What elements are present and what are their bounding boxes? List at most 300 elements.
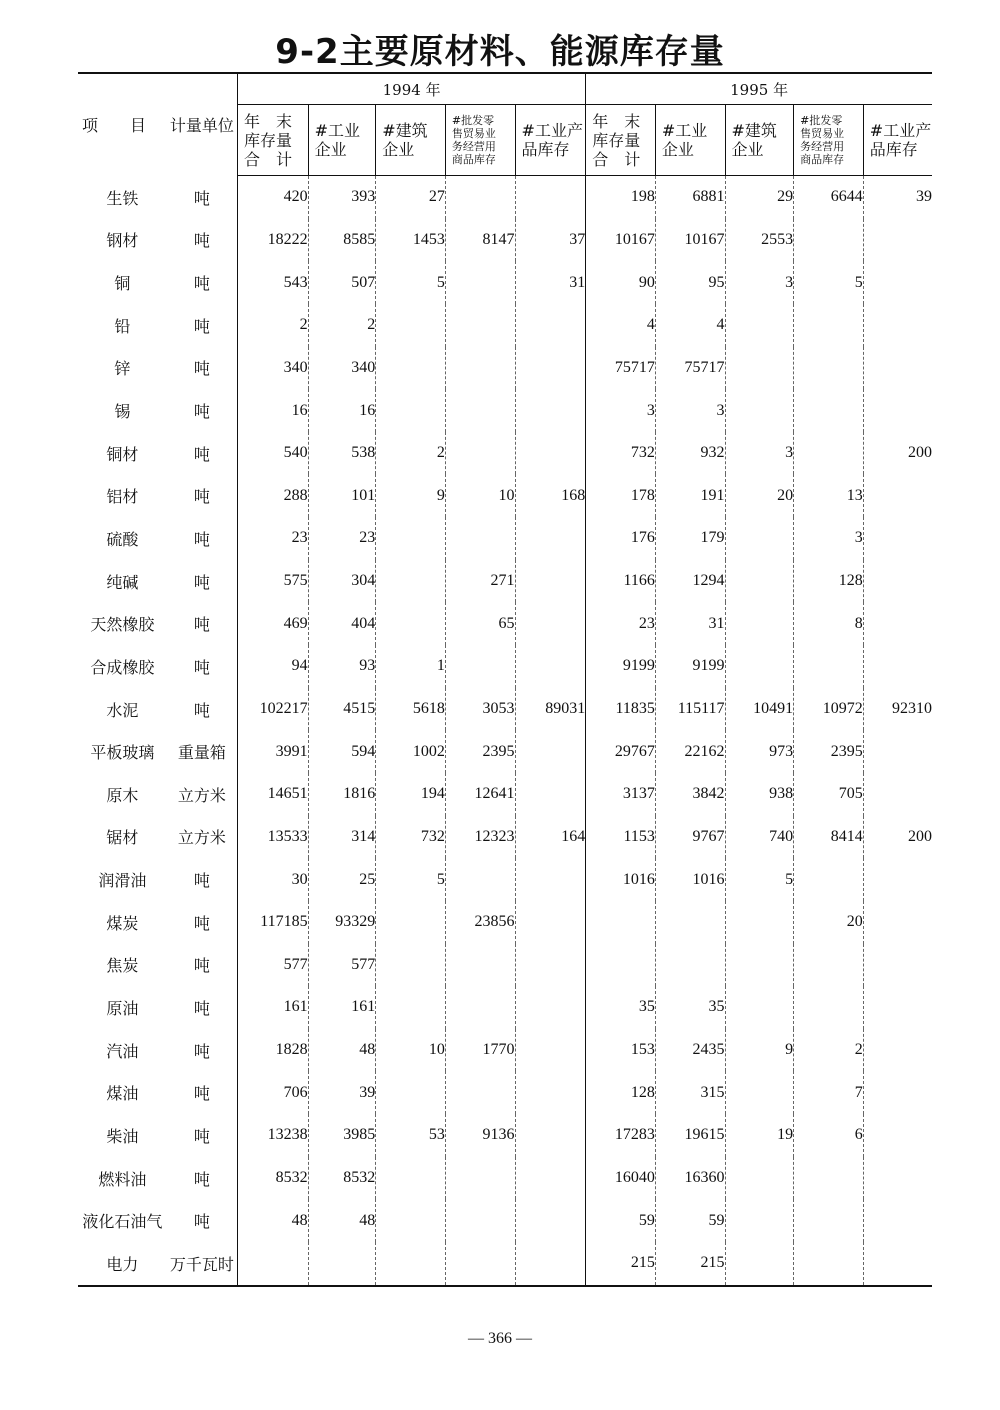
cell-industry-1994: 3985	[308, 1114, 376, 1157]
cell-construction-1994: 53	[376, 1114, 446, 1157]
cell-industry-1995: 2435	[655, 1029, 725, 1072]
cell-product-1995	[863, 1199, 932, 1242]
row-unit: 吨	[193, 274, 210, 294]
cell-total-1995: 17283	[586, 1114, 656, 1157]
table-row	[78, 176, 932, 219]
table-row	[78, 986, 932, 1029]
cell-wholesale-1995: 8	[794, 602, 864, 645]
cell-construction-1995	[725, 602, 794, 645]
cell-product-1995	[863, 1114, 932, 1157]
cell-industry-1994: 23	[308, 517, 376, 560]
table-row	[78, 858, 932, 901]
cell-total-1995: 176	[586, 517, 656, 560]
cell-construction-1995	[725, 944, 794, 987]
cell-total-1995: 732	[586, 432, 656, 475]
cell-product-1994	[515, 432, 586, 475]
cell-industry-1994: 101	[308, 474, 376, 517]
cell-total-1994: 18222	[237, 219, 308, 262]
cell-total-1994: 543	[237, 261, 308, 304]
row-name: 焦炭	[106, 956, 139, 976]
row-name: 天然橡胶	[90, 615, 155, 635]
row-unit: 吨	[193, 188, 210, 208]
cell-construction-1995	[725, 304, 794, 347]
cell-construction-1994: 1	[376, 645, 446, 688]
cell-construction-1995	[725, 1199, 794, 1242]
table-row	[78, 474, 932, 517]
cell-wholesale-1995	[794, 858, 864, 901]
cell-industry-1995: 932	[655, 432, 725, 475]
cell-construction-1994: 27	[376, 176, 446, 219]
cell-industry-1995: 315	[655, 1071, 725, 1114]
header-unit: 计量单位	[169, 116, 234, 136]
row-unit: 吨	[193, 1084, 210, 1104]
cell-total-1994: 575	[237, 560, 308, 603]
cell-product-1994: 31	[515, 261, 586, 304]
cell-total-1994: 3991	[237, 730, 308, 773]
cell-wholesale-1995: 13	[794, 474, 864, 517]
cell-wholesale-1994: 12323	[445, 816, 515, 859]
cell-product-1995	[863, 645, 932, 688]
cell-wholesale-1994	[445, 858, 515, 901]
cell-total-1995: 178	[586, 474, 656, 517]
cell-product-1994	[515, 517, 586, 560]
cell-wholesale-1995	[794, 347, 864, 390]
row-unit: 重量箱	[177, 743, 226, 763]
cell-industry-1994: 8532	[308, 1157, 376, 1200]
cell-total-1994: 161	[237, 986, 308, 1029]
cell-construction-1994	[376, 304, 446, 347]
table-row	[78, 1114, 932, 1157]
header-item: 项 目	[82, 116, 147, 136]
row-unit: 吨	[193, 231, 210, 251]
cell-product-1995	[863, 1071, 932, 1114]
cell-total-1995: 9199	[586, 645, 656, 688]
cell-total-1995	[586, 944, 656, 987]
cell-product-1995	[863, 347, 932, 390]
cell-industry-1994: 39	[308, 1071, 376, 1114]
row-name: 燃料油	[98, 1169, 147, 1189]
cell-wholesale-1994: 3053	[445, 688, 515, 731]
table-row	[78, 219, 932, 262]
cell-product-1994	[515, 944, 586, 987]
cell-wholesale-1994	[445, 432, 515, 475]
row-name: 锡	[114, 402, 131, 422]
row-name: 液化石油气	[82, 1212, 163, 1232]
cell-construction-1995: 938	[725, 773, 794, 816]
cell-product-1995	[863, 474, 932, 517]
cell-product-1994	[515, 1071, 586, 1114]
cell-industry-1994: 2	[308, 304, 376, 347]
cell-product-1995	[863, 560, 932, 603]
cell-wholesale-1994: 12641	[445, 773, 515, 816]
cell-construction-1994: 732	[376, 816, 446, 859]
cell-construction-1994	[376, 347, 446, 390]
cell-total-1994: 288	[237, 474, 308, 517]
cell-total-1994: 540	[237, 432, 308, 475]
cell-total-1995: 75717	[586, 347, 656, 390]
cell-industry-1994: 594	[308, 730, 376, 773]
table-row	[78, 432, 932, 475]
cell-industry-1995: 1016	[655, 858, 725, 901]
cell-construction-1995: 973	[725, 730, 794, 773]
table-row	[78, 816, 932, 859]
cell-wholesale-1995	[794, 1242, 864, 1286]
cell-construction-1995	[725, 645, 794, 688]
cell-construction-1995: 3	[725, 432, 794, 475]
cell-wholesale-1995	[794, 304, 864, 347]
table-row	[78, 560, 932, 603]
header-industry-1995: #工业 企业	[655, 105, 725, 176]
cell-construction-1995: 19	[725, 1114, 794, 1157]
table-row	[78, 517, 932, 560]
row-unit: 吨	[193, 529, 210, 549]
cell-product-1995: 92310	[863, 688, 932, 731]
cell-industry-1994: 1816	[308, 773, 376, 816]
cell-product-1994	[515, 1157, 586, 1200]
cell-total-1994: 8532	[237, 1157, 308, 1200]
cell-wholesale-1995	[794, 432, 864, 475]
table-row	[78, 347, 932, 390]
cell-construction-1995: 20	[725, 474, 794, 517]
row-name: 煤油	[106, 1084, 139, 1104]
cell-total-1994	[237, 1242, 308, 1286]
cell-wholesale-1994	[445, 347, 515, 390]
cell-industry-1995: 9199	[655, 645, 725, 688]
table-row	[78, 688, 932, 731]
cell-wholesale-1995: 6	[794, 1114, 864, 1157]
cell-wholesale-1994	[445, 261, 515, 304]
row-name: 硫酸	[106, 529, 139, 549]
cell-construction-1995: 9	[725, 1029, 794, 1072]
cell-construction-1994: 1002	[376, 730, 446, 773]
cell-product-1994	[515, 858, 586, 901]
row-name: 生铁	[106, 188, 139, 208]
cell-construction-1995	[725, 389, 794, 432]
header-year-1994: 1994 年	[237, 73, 585, 105]
cell-total-1995: 10167	[586, 219, 656, 262]
cell-product-1994	[515, 389, 586, 432]
cell-product-1995	[863, 944, 932, 987]
cell-total-1995: 198	[586, 176, 656, 219]
cell-construction-1995	[725, 901, 794, 944]
cell-wholesale-1995	[794, 986, 864, 1029]
cell-product-1994	[515, 645, 586, 688]
cell-construction-1995	[725, 347, 794, 390]
cell-construction-1994: 5618	[376, 688, 446, 731]
cell-wholesale-1994	[445, 389, 515, 432]
cell-wholesale-1995: 10972	[794, 688, 864, 731]
cell-total-1995: 1016	[586, 858, 656, 901]
cell-total-1995: 215	[586, 1242, 656, 1286]
cell-wholesale-1995: 705	[794, 773, 864, 816]
cell-total-1994: 706	[237, 1071, 308, 1114]
cell-product-1994	[515, 347, 586, 390]
cell-construction-1994: 194	[376, 773, 446, 816]
row-unit: 吨	[193, 615, 210, 635]
cell-construction-1995	[725, 986, 794, 1029]
cell-industry-1994: 340	[308, 347, 376, 390]
cell-construction-1994	[376, 901, 446, 944]
cell-wholesale-1995: 8414	[794, 816, 864, 859]
cell-product-1995	[863, 1029, 932, 1072]
cell-industry-1994	[308, 1242, 376, 1286]
cell-wholesale-1995	[794, 944, 864, 987]
cell-industry-1995: 19615	[655, 1114, 725, 1157]
cell-construction-1994	[376, 1071, 446, 1114]
header-wholesale-1995: #批发零 售贸易业 务经营用 商品库存	[794, 105, 864, 176]
cell-industry-1994: 314	[308, 816, 376, 859]
row-name: 纯碱	[106, 572, 139, 592]
table-row	[78, 1157, 932, 1200]
cell-wholesale-1995: 7	[794, 1071, 864, 1114]
cell-industry-1994: 538	[308, 432, 376, 475]
cell-construction-1994	[376, 1242, 446, 1286]
row-name: 铅	[114, 316, 131, 336]
cell-product-1994: 89031	[515, 688, 586, 731]
cell-total-1995: 59	[586, 1199, 656, 1242]
row-unit: 立方米	[177, 828, 226, 848]
cell-construction-1995	[725, 1242, 794, 1286]
table-row	[78, 901, 932, 944]
cell-total-1994: 420	[237, 176, 308, 219]
cell-product-1995	[863, 602, 932, 645]
cell-industry-1995: 95	[655, 261, 725, 304]
cell-wholesale-1994: 9136	[445, 1114, 515, 1157]
cell-industry-1994: 48	[308, 1029, 376, 1072]
cell-construction-1994: 10	[376, 1029, 446, 1072]
cell-product-1994: 37	[515, 219, 586, 262]
header-year-1995: 1995 年	[586, 73, 932, 105]
cell-total-1994: 30	[237, 858, 308, 901]
header-product-1995: #工业产 品库存	[863, 105, 932, 176]
cell-industry-1994: 577	[308, 944, 376, 987]
cell-wholesale-1994: 2395	[445, 730, 515, 773]
row-name: 电力	[78, 1242, 167, 1286]
table-row	[78, 602, 932, 645]
cell-industry-1994: 507	[308, 261, 376, 304]
cell-product-1995: 39	[863, 176, 932, 219]
table-row	[78, 389, 932, 432]
cell-product-1995: 200	[863, 432, 932, 475]
row-unit: 吨	[193, 1169, 210, 1189]
cell-wholesale-1995: 2	[794, 1029, 864, 1072]
cell-total-1994: 577	[237, 944, 308, 987]
cell-product-1994	[515, 1242, 586, 1286]
row-unit: 立方米	[177, 785, 226, 805]
cell-wholesale-1995: 2395	[794, 730, 864, 773]
table-body	[78, 176, 932, 1286]
cell-total-1994: 16	[237, 389, 308, 432]
cell-wholesale-1994	[445, 176, 515, 219]
cell-industry-1995: 3842	[655, 773, 725, 816]
cell-industry-1995: 31	[655, 602, 725, 645]
cell-construction-1995	[725, 560, 794, 603]
cell-construction-1994	[376, 602, 446, 645]
cell-total-1995: 4	[586, 304, 656, 347]
cell-industry-1995	[655, 944, 725, 987]
header-wholesale-1994: #批发零 售贸易业 务经营用 商品库存	[445, 105, 515, 176]
cell-total-1995: 128	[586, 1071, 656, 1114]
row-name: 煤炭	[106, 913, 139, 933]
cell-product-1995	[863, 986, 932, 1029]
table-row	[78, 1242, 932, 1286]
cell-product-1994	[515, 730, 586, 773]
cell-industry-1995: 215	[655, 1242, 725, 1286]
cell-total-1995: 11835	[586, 688, 656, 731]
row-unit: 吨	[193, 998, 210, 1018]
table-row	[78, 261, 932, 304]
row-name: 柴油	[106, 1126, 139, 1146]
header-construction-1995: #建筑 企业	[725, 105, 794, 176]
row-name: 原木	[106, 785, 139, 805]
cell-industry-1994: 404	[308, 602, 376, 645]
cell-product-1994	[515, 176, 586, 219]
cell-product-1994	[515, 1114, 586, 1157]
inventory-table	[78, 72, 932, 1287]
cell-construction-1995	[725, 517, 794, 560]
cell-product-1994	[515, 304, 586, 347]
cell-wholesale-1994: 1770	[445, 1029, 515, 1072]
table-row	[78, 944, 932, 987]
table-row	[78, 645, 932, 688]
cell-industry-1995: 191	[655, 474, 725, 517]
cell-product-1994: 164	[515, 816, 586, 859]
cell-industry-1995: 59	[655, 1199, 725, 1242]
row-name: 锌	[114, 359, 131, 379]
cell-wholesale-1994	[445, 1242, 515, 1286]
cell-industry-1994: 393	[308, 176, 376, 219]
cell-construction-1995: 5	[725, 858, 794, 901]
row-unit: 万千瓦时	[167, 1242, 238, 1286]
cell-wholesale-1995: 5	[794, 261, 864, 304]
cell-product-1995	[863, 517, 932, 560]
cell-construction-1994: 2	[376, 432, 446, 475]
cell-construction-1994	[376, 944, 446, 987]
cell-total-1994: 23	[237, 517, 308, 560]
row-name: 水泥	[106, 700, 139, 720]
page-title: 9-2主要原材料、能源库存量	[275, 32, 725, 72]
row-name: 铜	[114, 274, 131, 294]
cell-product-1995: 200	[863, 816, 932, 859]
cell-construction-1994	[376, 1157, 446, 1200]
cell-product-1995	[863, 304, 932, 347]
row-unit: 吨	[193, 444, 210, 464]
cell-industry-1994: 25	[308, 858, 376, 901]
row-unit: 吨	[193, 871, 210, 891]
cell-total-1994: 2	[237, 304, 308, 347]
cell-industry-1995: 10167	[655, 219, 725, 262]
cell-construction-1995	[725, 1071, 794, 1114]
row-name: 钢材	[106, 231, 139, 251]
table-row	[78, 773, 932, 816]
cell-wholesale-1995	[794, 1199, 864, 1242]
cell-industry-1994: 304	[308, 560, 376, 603]
row-name: 铝材	[106, 487, 139, 507]
cell-industry-1995: 1294	[655, 560, 725, 603]
cell-product-1994	[515, 602, 586, 645]
row-unit: 吨	[193, 1126, 210, 1146]
row-name: 锯材	[106, 828, 139, 848]
cell-industry-1995	[655, 901, 725, 944]
cell-total-1994: 13238	[237, 1114, 308, 1157]
cell-wholesale-1995: 20	[794, 901, 864, 944]
cell-industry-1994: 93329	[308, 901, 376, 944]
cell-total-1995: 16040	[586, 1157, 656, 1200]
cell-industry-1994: 4515	[308, 688, 376, 731]
row-unit: 吨	[193, 572, 210, 592]
cell-wholesale-1994: 8147	[445, 219, 515, 262]
cell-wholesale-1994	[445, 517, 515, 560]
cell-product-1995	[863, 389, 932, 432]
cell-wholesale-1994	[445, 986, 515, 1029]
cell-total-1995: 3	[586, 389, 656, 432]
cell-total-1994: 48	[237, 1199, 308, 1242]
cell-industry-1995: 35	[655, 986, 725, 1029]
row-unit: 吨	[193, 316, 210, 336]
row-unit: 吨	[193, 487, 210, 507]
cell-product-1995	[863, 730, 932, 773]
cell-wholesale-1995	[794, 645, 864, 688]
cell-total-1995: 23	[586, 602, 656, 645]
row-name: 平板玻璃	[90, 743, 155, 763]
cell-product-1994	[515, 901, 586, 944]
cell-industry-1995: 22162	[655, 730, 725, 773]
cell-total-1994: 14651	[237, 773, 308, 816]
cell-construction-1994: 5	[376, 858, 446, 901]
table-row	[78, 1029, 932, 1072]
row-name: 汽油	[106, 1041, 139, 1061]
cell-wholesale-1995	[794, 389, 864, 432]
cell-wholesale-1995	[794, 1157, 864, 1200]
cell-industry-1994: 8585	[308, 219, 376, 262]
cell-product-1995	[863, 773, 932, 816]
header-product-1994: #工业产 品库存	[515, 105, 586, 176]
cell-industry-1995: 179	[655, 517, 725, 560]
cell-industry-1994: 48	[308, 1199, 376, 1242]
cell-construction-1995: 3	[725, 261, 794, 304]
cell-product-1995	[863, 261, 932, 304]
cell-product-1995	[863, 219, 932, 262]
row-unit: 吨	[193, 402, 210, 422]
cell-wholesale-1995: 128	[794, 560, 864, 603]
cell-wholesale-1994: 65	[445, 602, 515, 645]
row-name: 原油	[106, 998, 139, 1018]
cell-construction-1994: 5	[376, 261, 446, 304]
cell-total-1994: 340	[237, 347, 308, 390]
cell-wholesale-1994: 23856	[445, 901, 515, 944]
row-name: 铜材	[106, 444, 139, 464]
cell-total-1994: 94	[237, 645, 308, 688]
cell-wholesale-1994: 10	[445, 474, 515, 517]
cell-construction-1994	[376, 389, 446, 432]
row-unit: 吨	[193, 1041, 210, 1061]
cell-industry-1995: 75717	[655, 347, 725, 390]
row-unit: 吨	[193, 657, 210, 677]
cell-wholesale-1995: 6644	[794, 176, 864, 219]
cell-total-1994: 469	[237, 602, 308, 645]
cell-wholesale-1995	[794, 219, 864, 262]
page-number: — 366 —	[468, 1330, 532, 1347]
table-row	[78, 1199, 932, 1242]
cell-product-1994: 168	[515, 474, 586, 517]
cell-total-1995: 29767	[586, 730, 656, 773]
header-total-1994: 年 末 库存量 合 计	[237, 105, 308, 176]
cell-total-1995: 153	[586, 1029, 656, 1072]
row-unit: 吨	[193, 956, 210, 976]
cell-total-1995: 1153	[586, 816, 656, 859]
cell-product-1995	[863, 1242, 932, 1286]
cell-industry-1995: 4	[655, 304, 725, 347]
